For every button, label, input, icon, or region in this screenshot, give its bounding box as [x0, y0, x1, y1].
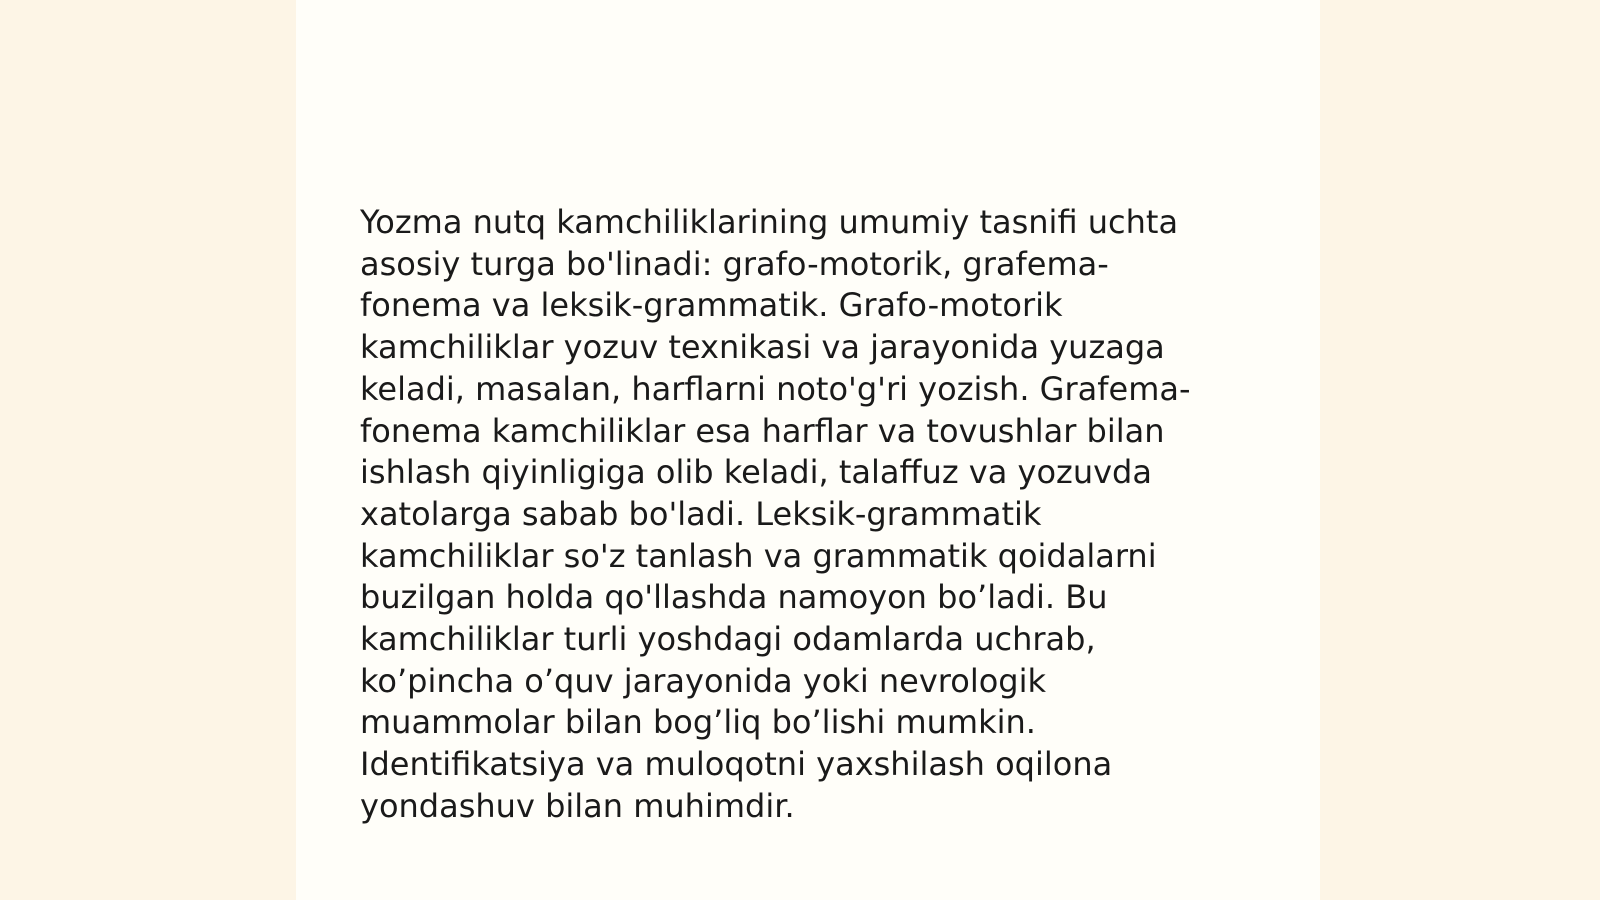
slide-page [296, 0, 1320, 900]
body-paragraph: Yozma nutq kamchiliklarining umumiy tasnifi uchta asosiy turga bo'linadi: grafo-motorik, grafema- fonema va leksik-grammatik. Grafo-motorik kamchiliklar yozuv texnikasi va jarayonida yuzaga keladi, masalan, harflarni noto'g'ri yozish. Grafema- fonema kamchiliklar esa harflar va tovushlar bilan ishlash qiyinligiga olib keladi, talaffuz va yozuvda xatolarga sabab bo'ladi. Leksik-grammatik kamchiliklar so'z tanlash va grammatik qoidalarni buzilgan holda qo'llashda namoyon bo’ladi. Bu kamchiliklar turli yoshdagi odamlarda uchrab, ko’pincha o’quv jarayonida yoki nevrologik muammolar bilan bog’liq bo’lishi mumkin. Identifikatsiya va muloqotni yaxshilash oqilona yondashuv bilan muhimdir. [360, 203, 1191, 825]
